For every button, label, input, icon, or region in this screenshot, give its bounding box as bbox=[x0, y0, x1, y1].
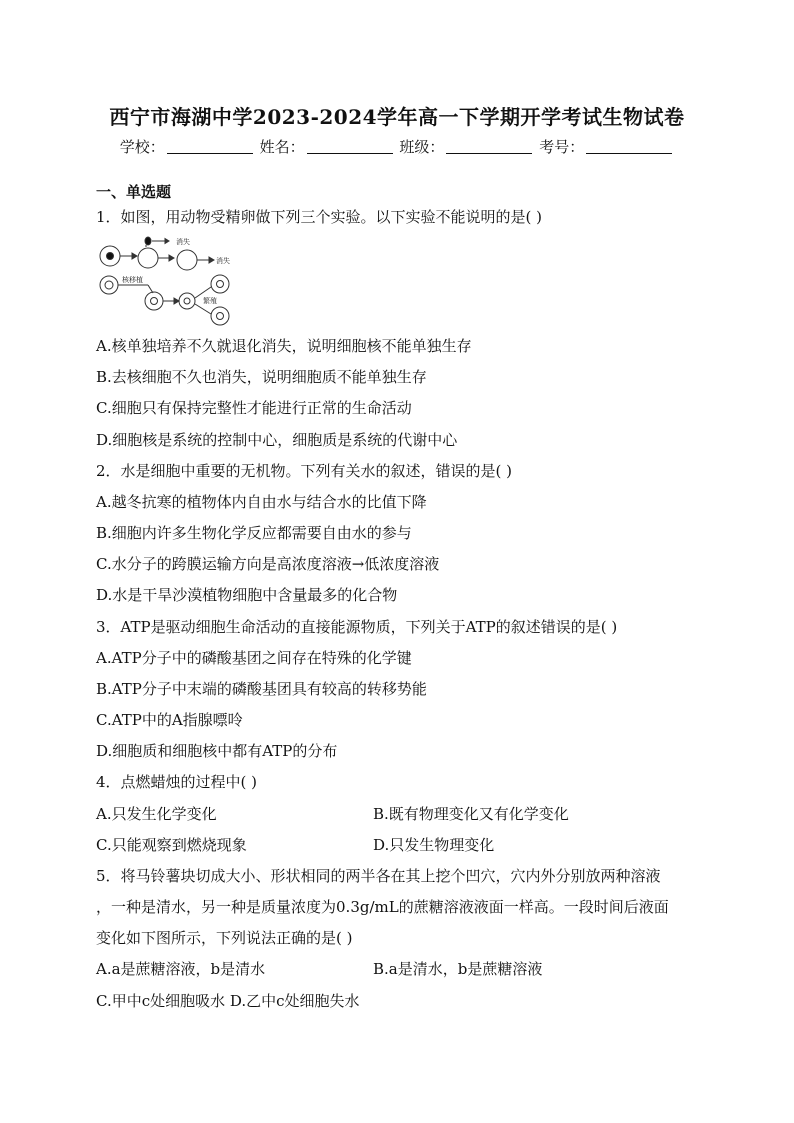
label-nuclear-transplant: 核移植 bbox=[122, 276, 143, 284]
q4-option-a: A.只发生化学变化 bbox=[96, 805, 217, 823]
nucleus bbox=[107, 253, 114, 260]
number-blank[interactable] bbox=[586, 138, 672, 154]
label-proliferate: 繁殖 bbox=[203, 297, 217, 305]
q4-option-c: C.只能观察到燃烧现象 bbox=[96, 836, 247, 854]
question-5-stem-line-3: 变化如下图所示，下列说法正确的是( ) bbox=[96, 929, 353, 947]
student-info-line bbox=[0, 136, 794, 157]
isolated-nucleus bbox=[145, 237, 151, 245]
q1-option-a: A.核单独培养不久就退化消失，说明细胞核不能单独生存 bbox=[96, 337, 472, 355]
question-5-stem-line-2: ，一种是清水，另一种是质量浓度为0.3g/mL的蔗糖溶液液面一样高。一段时间后液面 bbox=[96, 898, 669, 916]
q2-option-a: A.越冬抗寒的植物体内自由水与结合水的比值下降 bbox=[96, 493, 427, 511]
class-label: 班级： bbox=[399, 138, 445, 156]
q4-option-d: D.只发生物理变化 bbox=[373, 836, 495, 854]
q3-option-d: D.细胞质和细胞核中都有ATP的分布 bbox=[96, 742, 338, 760]
q1-option-b: B.去核细胞不久也消失，说明细胞质不能单独生存 bbox=[96, 368, 427, 386]
question-5-stem-line-1: 5．将马铃薯块切成大小、形状相同的两半各在其上挖个凹穴，穴内外分别放两种溶液 bbox=[96, 867, 661, 885]
question-2-stem: 2．水是细胞中重要的无机物。下列有关水的叙述，错误的是( ) bbox=[96, 462, 513, 480]
question-3-stem: 3．ATP是驱动细胞生命活动的直接能源物质，下列关于ATP的叙述错误的是( ) bbox=[96, 618, 618, 636]
section-heading: 一、单选题 bbox=[96, 183, 172, 201]
q5-option-b: B.a是清水，b是蔗糖溶液 bbox=[373, 960, 543, 978]
egg-cell-row2 bbox=[100, 276, 118, 294]
q1-option-d: D.细胞核是系统的控制中心，细胞质是系统的代谢中心 bbox=[96, 431, 458, 449]
school-label: 学校： bbox=[119, 138, 165, 156]
label-disappear-1: 消失 bbox=[176, 238, 190, 246]
name-label: 姓名： bbox=[259, 138, 305, 156]
school-blank[interactable] bbox=[167, 138, 253, 154]
label-disappear-2: 消失 bbox=[216, 257, 230, 265]
number-label: 考号： bbox=[539, 138, 585, 156]
page-title: 西宁市海湖中学2023-2024学年高一下学期开学考试生物试卷 bbox=[109, 105, 685, 129]
q2-option-b: B.细胞内许多生物化学反应都需要自由水的参与 bbox=[96, 524, 412, 542]
q3-option-c: C.ATP中的A指腺嘌呤 bbox=[96, 711, 243, 729]
question-1-figure bbox=[96, 233, 246, 327]
transplanted-cell bbox=[145, 292, 163, 310]
enucleated-cell bbox=[138, 248, 158, 268]
q5-option-cd: C.甲中c处细胞吸水 D.乙中c处细胞失水 bbox=[96, 992, 360, 1010]
enucleated-cell-later bbox=[177, 250, 197, 270]
class-blank[interactable] bbox=[446, 138, 532, 154]
q3-option-a: A.ATP分子中的磷酸基团之间存在特殊的化学键 bbox=[96, 649, 412, 667]
q3-option-b: B.ATP分子中末端的磷酸基团具有较高的转移势能 bbox=[96, 680, 427, 698]
name-blank[interactable] bbox=[307, 138, 393, 154]
question-4-stem: 4．点燃蜡烛的过程中( ) bbox=[96, 773, 258, 791]
question-1-stem: 1．如图，用动物受精卵做下列三个实验。以下实验不能说明的是( ) bbox=[96, 208, 543, 226]
q1-option-c: C.细胞只有保持完整性才能进行正常的生命活动 bbox=[96, 399, 412, 417]
q4-option-b: B.既有物理变化又有化学变化 bbox=[373, 805, 569, 823]
q5-option-a: A.a是蔗糖溶液，b是清水 bbox=[96, 960, 266, 978]
q2-option-c: C.水分子的跨膜运输方向是高浓度溶液→低浓度溶液 bbox=[96, 555, 440, 573]
q2-option-d: D.水是干旱沙漠植物细胞中含量最多的化合物 bbox=[96, 586, 398, 604]
